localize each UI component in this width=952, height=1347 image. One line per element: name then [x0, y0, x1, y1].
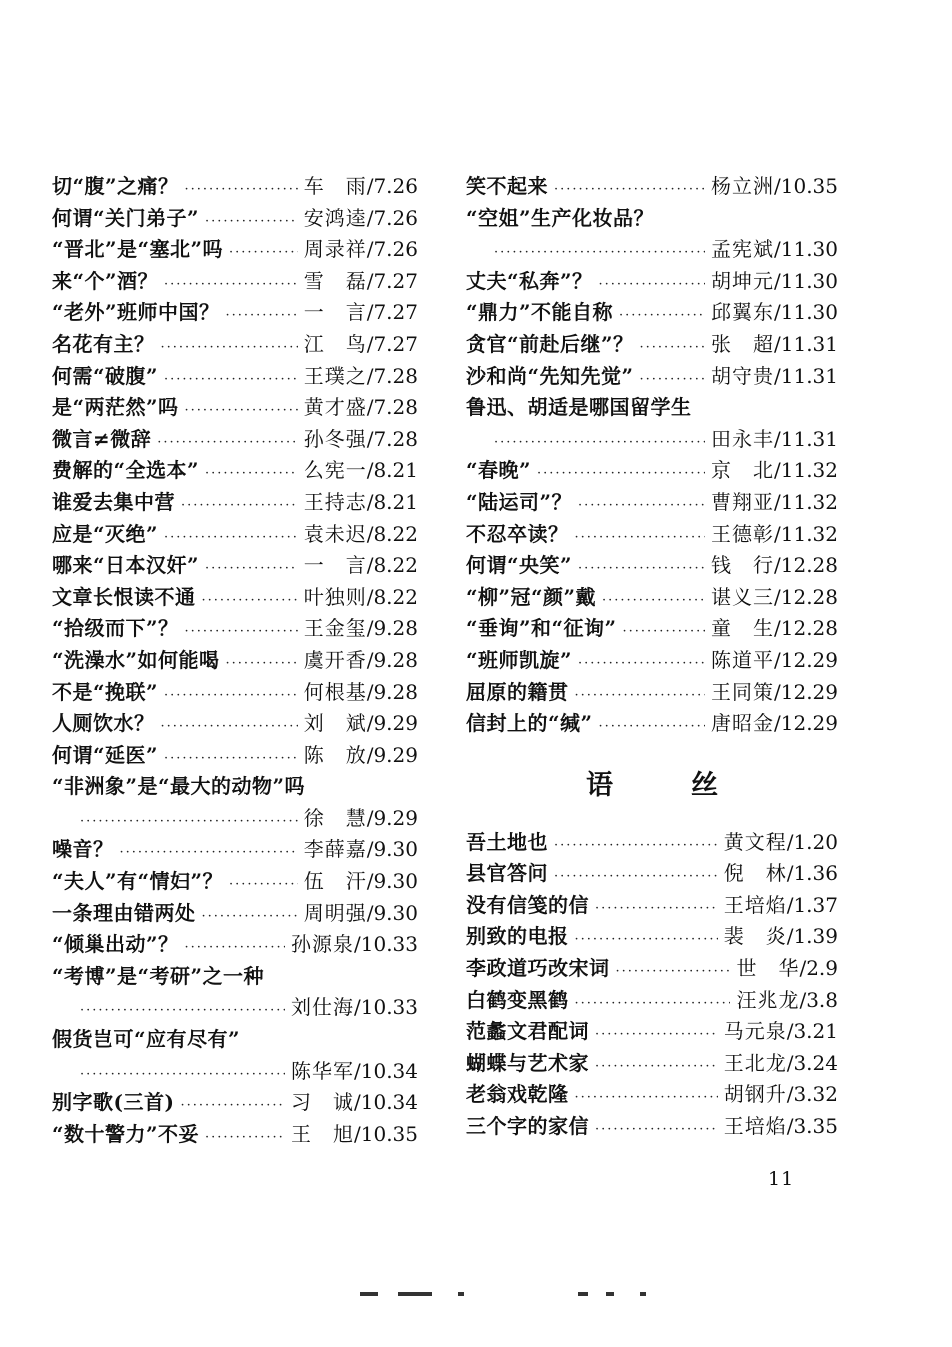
section-entries: [466, 827, 838, 1143]
entry-title: 笑不起来: [466, 174, 548, 198]
entry-title: 没有信笺的信: [466, 892, 589, 917]
entry-author: 徐 慧: [303, 805, 367, 830]
toc-entry: [466, 203, 838, 235]
entry-author: 陈 放: [303, 742, 367, 767]
entry-issue-page: /12.29: [774, 647, 838, 672]
toc-entry: [466, 645, 838, 677]
leader-dots: [229, 237, 298, 269]
entry-author: 伍 汗: [303, 869, 367, 894]
entry-issue-page: /7.27: [366, 331, 418, 356]
entry-issue-page: /12.28: [774, 584, 838, 609]
toc-entry: [52, 898, 418, 930]
entry-issue-page: /8.21: [366, 489, 418, 514]
leader-dots: [554, 174, 705, 206]
entry-title: 一条理由错两处: [52, 900, 196, 925]
leader-dots: [205, 206, 298, 238]
toc-entry: [52, 203, 418, 235]
leader-dots: [185, 174, 298, 206]
leader-dots: [180, 1090, 285, 1122]
entry-issue-page: /11.30: [774, 268, 838, 293]
toc-entry: [52, 613, 418, 645]
entry-author: 唐昭金: [711, 711, 774, 736]
entry-title: 贪官“前赴后继”？: [466, 331, 634, 356]
leader-dots: [575, 680, 706, 712]
toc-entry: [52, 519, 418, 551]
toc-entry: [466, 266, 838, 298]
leader-dots: [578, 648, 705, 680]
entry-issue-page: /7.27: [366, 300, 418, 325]
leader-dots: [205, 1122, 285, 1154]
scan-mark: [640, 1292, 646, 1296]
entry-issue-page: /9.28: [366, 647, 418, 672]
leader-dots: [205, 553, 298, 585]
entry-author: 邱翼东: [711, 300, 774, 325]
leader-dots: [164, 364, 298, 396]
entry-author: 田永丰: [711, 426, 774, 451]
toc-entry: [52, 677, 418, 709]
toc-entry: [52, 834, 418, 866]
entry-issue-page: /11.32: [774, 489, 838, 514]
entry-title: 不忍卒读？: [466, 521, 569, 546]
entry-author: 李薛嘉: [303, 837, 367, 862]
entry-issue-page: /9.30: [366, 869, 418, 894]
toc-entry: [52, 582, 418, 614]
entry-title: 假货岂可“应有尽有”: [52, 1027, 241, 1052]
entry-author: 王同策: [711, 679, 774, 704]
entry-issue-page: /9.28: [366, 616, 418, 641]
toc-entry: [466, 858, 838, 890]
right-entries: [466, 171, 838, 740]
leader-dots: [157, 427, 297, 459]
entry-author: 虞开香: [303, 647, 367, 672]
entry-issue-page: /11.31: [774, 363, 838, 388]
entry-author: 童 生: [711, 616, 774, 641]
entry-issue-page: /3.21: [786, 1019, 838, 1044]
entry-author: 周明强: [303, 900, 367, 925]
entry-title: 微言≠微辞: [52, 426, 152, 451]
entry-issue-page: /8.22: [366, 521, 418, 546]
entry-title: 李政道巧改宋词: [466, 956, 610, 981]
leader-dots: [640, 332, 705, 364]
entry-author: 王 旭: [291, 1121, 354, 1146]
entry-author: 江 鸟: [303, 331, 367, 356]
entry-issue-page: /10.35: [774, 174, 838, 198]
entry-issue-page: /9.29: [366, 711, 418, 736]
entry-title: 哪来“日本汉奸”: [52, 553, 200, 578]
entry-author: 周录祥: [303, 237, 367, 262]
scan-mark: [458, 1292, 464, 1296]
entry-issue-page: /11.31: [774, 331, 838, 356]
scan-mark: [360, 1292, 378, 1296]
entry-author: 一 言: [303, 553, 367, 578]
entry-title: 别致的电报: [466, 924, 569, 949]
toc-entry: [466, 424, 838, 456]
leader-dots: [623, 616, 705, 648]
page-number: 11: [768, 1168, 795, 1190]
toc-entry: [466, 985, 838, 1017]
entry-issue-page: /3.24: [786, 1050, 838, 1075]
toc-entry: [52, 487, 418, 519]
entry-title: 文章长恨读不通: [52, 584, 196, 609]
leader-dots: [578, 553, 705, 585]
entry-issue-page: /2.9: [799, 956, 838, 981]
leader-dots: [205, 458, 298, 490]
entry-issue-page: /12.28: [774, 553, 838, 578]
entry-issue-page: /12.28: [774, 616, 838, 641]
entry-title: 何需“破腹”: [52, 363, 159, 388]
entry-title: 人厕饮水？: [52, 711, 155, 736]
entry-title: “春晚”: [466, 458, 532, 483]
toc-entry: [52, 171, 418, 203]
leader-dots: [602, 585, 705, 617]
toc-entry: [466, 953, 838, 985]
leader-dots: [202, 585, 298, 617]
entry-title: “鼎力”不能自称: [466, 300, 614, 325]
entry-author: 刘 斌: [303, 711, 367, 736]
entry-author: 陈华军: [291, 1058, 354, 1083]
entry-author: 胡坤元: [711, 268, 774, 293]
entry-author: 孙冬强: [303, 426, 367, 451]
entry-title: “非洲象”是“最大的动物”吗: [52, 774, 306, 799]
entry-author: 陈道平: [711, 647, 774, 672]
entry-title: 应是“灭绝”: [52, 521, 159, 546]
leader-dots: [599, 711, 705, 743]
entry-author: 王德彰: [711, 521, 774, 546]
toc-entry: [466, 455, 838, 487]
leader-dots: [595, 1019, 718, 1051]
entry-title: 来“个”酒？: [52, 268, 159, 293]
entry-title: “老外”班师中国？: [52, 300, 220, 325]
entry-author: 袁未迟: [303, 521, 367, 546]
entry-author: 裴 炎: [723, 924, 787, 949]
leader-dots: [164, 743, 298, 775]
toc-entry: [52, 740, 418, 772]
toc-entry: [466, 1079, 838, 1111]
toc-entry: [52, 1119, 418, 1151]
entry-title: 不是“挽联”: [52, 679, 159, 704]
entry-issue-page: /7.26: [366, 174, 418, 198]
toc-entry: [52, 455, 418, 487]
toc-entry: [466, 677, 838, 709]
entry-title: “垂询”和“征询”: [466, 616, 617, 641]
entry-title: 范蠡文君配词: [466, 1019, 589, 1044]
left-column: [52, 171, 418, 1150]
section-heading: 语丝: [586, 769, 796, 801]
entry-title: 何谓“关门弟子”: [52, 205, 200, 230]
entry-author: 王培焰: [723, 1114, 787, 1139]
entry-issue-page: /9.29: [366, 742, 418, 767]
toc-entry: [52, 297, 418, 329]
entry-issue-page: /7.26: [366, 205, 418, 230]
toc-entry: [52, 803, 418, 835]
leader-dots: [575, 924, 718, 956]
toc-entry: [52, 361, 418, 393]
entry-title: 何谓“延医”: [52, 742, 159, 767]
leader-dots: [181, 490, 298, 522]
entry-title: “数十警力”不妥: [52, 1121, 200, 1146]
entry-issue-page: /9.30: [366, 900, 418, 925]
toc-entry: [52, 992, 418, 1024]
entry-issue-page: /11.30: [774, 237, 838, 262]
entry-author: 张 超: [711, 331, 774, 356]
entry-issue-page: /7.26: [366, 237, 418, 262]
entry-issue-page: /8.22: [366, 553, 418, 578]
toc-entry: [52, 1087, 418, 1119]
toc-entry: [466, 582, 838, 614]
leader-dots: [164, 680, 298, 712]
toc-entry: [466, 708, 838, 740]
entry-author: 安鸿逵: [303, 205, 367, 230]
entry-title: “空姐”生产化妆品？: [466, 205, 655, 230]
leader-dots: [537, 458, 705, 490]
entry-title: “晋北”是“塞北”吗: [52, 237, 224, 262]
toc-entry: [52, 266, 418, 298]
entry-author: 雪 磊: [303, 268, 367, 293]
entry-title: 丈夫“私奔”？: [466, 268, 593, 293]
leader-dots: [80, 806, 298, 838]
toc-entry: [466, 487, 838, 519]
entry-issue-page: /10.35: [354, 1121, 418, 1146]
leader-dots: [616, 956, 731, 988]
leader-dots: [554, 830, 718, 862]
entry-issue-page: /10.34: [354, 1058, 418, 1083]
toc-entry: [466, 827, 838, 859]
leader-dots: [226, 648, 298, 680]
entry-issue-page: /1.20: [786, 829, 838, 854]
leader-dots: [640, 364, 705, 396]
entry-issue-page: /10.33: [354, 995, 418, 1020]
entry-title: “夫人”有“情妇”？: [52, 869, 224, 894]
toc-entry: [466, 329, 838, 361]
entry-title: 鲁迅、胡适是哪国留学生: [466, 395, 692, 420]
leader-dots: [494, 237, 705, 269]
entry-issue-page: /3.32: [786, 1082, 838, 1107]
toc-entry: [52, 1024, 418, 1056]
toc-entry: [466, 1016, 838, 1048]
right-column: [466, 171, 838, 1143]
entry-author: 曹翔亚: [711, 489, 774, 514]
entry-title: “洗澡水”如何能喝: [52, 647, 220, 672]
entry-author: 胡钢升: [723, 1082, 787, 1107]
entry-title: 蝴蝶与艺术家: [466, 1050, 589, 1075]
leader-dots: [595, 1051, 718, 1083]
entry-author: 钱 行: [711, 553, 774, 578]
entry-issue-page: /1.36: [786, 861, 838, 886]
entry-author: 世 华: [736, 956, 800, 981]
entry-author: 王金玺: [303, 616, 367, 641]
entry-issue-page: /11.32: [774, 521, 838, 546]
leader-dots: [164, 269, 298, 301]
entry-author: 一 言: [303, 300, 367, 325]
toc-entry: [52, 329, 418, 361]
toc-entry: [466, 550, 838, 582]
leader-dots: [575, 1082, 718, 1114]
entry-title: “柳”冠“颜”戴: [466, 584, 597, 609]
entry-title: “陆运司”？: [466, 489, 573, 514]
leader-dots: [185, 932, 285, 964]
toc-entry: [52, 550, 418, 582]
toc-entry: [52, 771, 418, 803]
entry-title: 吾土地也: [466, 829, 548, 854]
leader-dots: [161, 332, 298, 364]
entry-author: 孟宪斌: [711, 237, 774, 262]
entry-title: “拾级而下”？: [52, 616, 179, 641]
toc-entry: [52, 645, 418, 677]
entry-author: 叶独则: [303, 584, 367, 609]
toc-entry: [466, 890, 838, 922]
entry-issue-page: /7.28: [366, 395, 418, 420]
leader-dots: [229, 869, 298, 901]
entry-author: 习 诚: [291, 1090, 354, 1115]
toc-entry: [466, 921, 838, 953]
entry-author: 何根基: [303, 679, 367, 704]
entry-title: 县官答问: [466, 861, 548, 886]
entry-issue-page: /7.28: [366, 426, 418, 451]
toc-entry: [52, 708, 418, 740]
entry-title: 老翁戏乾隆: [466, 1082, 569, 1107]
toc-entry: [466, 297, 838, 329]
toc-entry: [466, 519, 838, 551]
entry-author: 王持志: [303, 489, 367, 514]
toc-entry: [466, 613, 838, 645]
entry-issue-page: /3.8: [799, 987, 838, 1012]
entry-issue-page: /1.39: [786, 924, 838, 949]
entry-author: 王培焰: [723, 892, 787, 917]
entry-author: 孙源泉: [291, 932, 354, 957]
entry-title: 谁爱去集中营: [52, 489, 175, 514]
toc-entry: [466, 1048, 838, 1080]
entry-issue-page: /12.29: [774, 679, 838, 704]
leader-dots: [164, 522, 298, 554]
toc-entry: [52, 234, 418, 266]
leader-dots: [80, 1059, 285, 1091]
leader-dots: [494, 427, 705, 459]
entry-title: 名花有主？: [52, 331, 155, 356]
entry-author: 黄文程: [723, 829, 787, 854]
entry-issue-page: /11.31: [774, 426, 838, 451]
entry-title: 白鹤变黑鹤: [466, 987, 569, 1012]
entry-author: 王璞之: [303, 363, 367, 388]
entry-issue-page: /9.28: [366, 679, 418, 704]
entry-author: 京 北: [711, 458, 774, 483]
leader-dots: [619, 300, 705, 332]
leader-dots: [80, 995, 285, 1027]
entry-title: 别字歌(三首): [52, 1090, 175, 1115]
leader-dots: [578, 490, 705, 522]
leader-dots: [120, 837, 298, 869]
entry-title: 沙和尚“先知先觉”: [466, 363, 634, 388]
entry-issue-page: /8.22: [366, 584, 418, 609]
entry-issue-page: /12.29: [774, 711, 838, 736]
entry-author: 马元泉: [723, 1019, 787, 1044]
entry-author: 汪兆龙: [736, 987, 800, 1012]
entry-issue-page: /10.34: [354, 1090, 418, 1115]
entry-title: 是“两茫然”吗: [52, 395, 179, 420]
scan-mark: [578, 1292, 588, 1296]
toc-entry: [52, 424, 418, 456]
entry-title: 屈原的籍贯: [466, 679, 569, 704]
entry-title: “班师凯旋”: [466, 647, 573, 672]
scan-mark: [398, 1292, 432, 1296]
toc-entry: [52, 961, 418, 993]
entry-author: 倪 林: [723, 861, 787, 886]
entry-author: 刘仕海: [291, 995, 354, 1020]
leader-dots: [185, 616, 298, 648]
toc-entry: [52, 866, 418, 898]
leader-dots: [185, 395, 298, 427]
entry-issue-page: /7.27: [366, 268, 418, 293]
entry-title: 何谓“央笑”: [466, 553, 573, 578]
toc-entry: [466, 171, 838, 203]
scan-mark: [606, 1292, 614, 1296]
leader-dots: [554, 861, 718, 893]
entry-author: 车 雨: [303, 174, 367, 198]
toc-entry: [466, 361, 838, 393]
leader-dots: [161, 711, 298, 743]
entry-author: 黄才盛: [303, 395, 367, 420]
entry-author: 杨立洲: [711, 174, 774, 198]
toc-entry: [52, 929, 418, 961]
toc-entry: [52, 1056, 418, 1088]
entry-issue-page: /8.21: [366, 458, 418, 483]
entry-author: 王北龙: [723, 1050, 787, 1075]
entry-issue-page: /9.29: [366, 805, 418, 830]
leader-dots: [202, 901, 298, 933]
entry-issue-page: /9.30: [366, 837, 418, 862]
entry-author: 谌义三: [711, 584, 774, 609]
entry-title: 噪音？: [52, 837, 114, 862]
leader-dots: [226, 300, 298, 332]
leader-dots: [599, 269, 705, 301]
leader-dots: [595, 1114, 718, 1146]
entry-title: 信封上的“缄”: [466, 711, 593, 736]
toc-entry: [52, 392, 418, 424]
toc-entry: [466, 1111, 838, 1143]
entry-title: “考博”是“考研”之一种: [52, 963, 265, 988]
entry-issue-page: /11.30: [774, 300, 838, 325]
entry-issue-page: /1.37: [786, 892, 838, 917]
entry-title: 费解的“全选本”: [52, 458, 200, 483]
entry-issue-page: /10.33: [354, 932, 418, 957]
entry-issue-page: /11.32: [774, 458, 838, 483]
entry-title: 切“腹”之痛？: [52, 174, 179, 198]
leader-dots: [575, 522, 706, 554]
entry-issue-page: /3.35: [786, 1114, 838, 1139]
entry-title: 三个字的家信: [466, 1114, 589, 1139]
entry-author: 胡守贵: [711, 363, 774, 388]
toc-entry: [466, 234, 838, 266]
entry-title: “倾巢出动”？: [52, 932, 179, 957]
toc-entry: [466, 392, 838, 424]
entry-issue-page: /7.28: [366, 363, 418, 388]
leader-dots: [575, 988, 731, 1020]
leader-dots: [595, 893, 718, 925]
entry-author: 么宪一: [303, 458, 367, 483]
